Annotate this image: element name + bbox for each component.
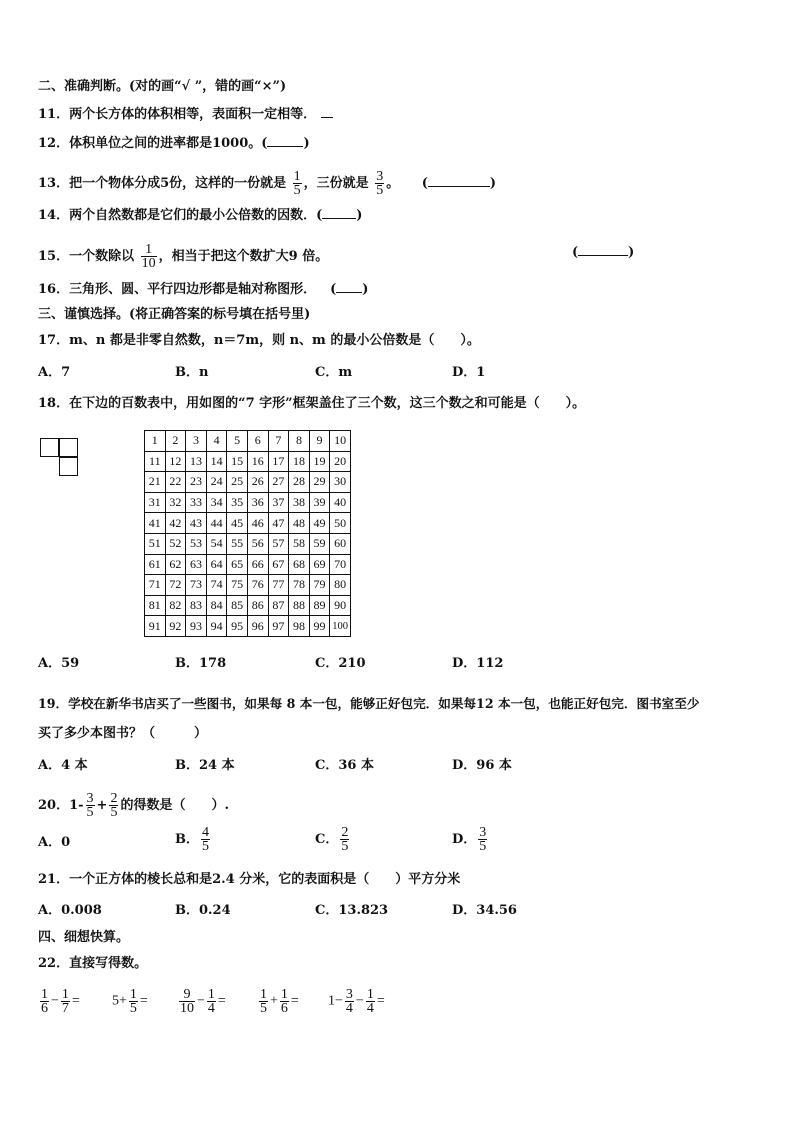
hundred-cell: 86 — [247, 595, 268, 616]
q17-option-b[interactable]: B．n — [175, 365, 209, 380]
hundred-cell: 41 — [145, 513, 166, 534]
hundred-cell: 92 — [165, 616, 186, 637]
q17-option-a[interactable]: A．7 — [38, 365, 71, 380]
question-11-text: 11．两个长方体的体积相等，表面积一定相等． — [38, 107, 317, 122]
fraction-3-5: $\frac{3}{5}$ — [479, 825, 487, 854]
answer-paren-15: ( ) — [572, 245, 635, 260]
q21-option-a[interactable]: A．0.008 — [38, 903, 102, 918]
hundred-cell: 32 — [165, 492, 186, 513]
answer-blank-12[interactable] — [267, 134, 303, 147]
hundred-cell: 36 — [247, 492, 268, 513]
q21-option-b[interactable]: B．0.24 — [175, 903, 231, 918]
hundred-cell: 81 — [145, 595, 166, 616]
fraction-1-10: $\frac{1}{10}$ — [141, 242, 156, 271]
hundred-cell: 79 — [309, 575, 330, 596]
hundred-cell: 15 — [227, 451, 248, 472]
question-14: 14．两个自然数都是它们的最小公倍数的因数．( ) — [38, 208, 363, 223]
seven-shape-frame — [40, 438, 80, 478]
hundred-cell: 62 — [165, 554, 186, 575]
hundred-row — [145, 616, 351, 637]
hundred-cell: 35 — [227, 492, 248, 513]
question-21: 21．一个正方体的棱长总和是2.4 分米，它的表面积是（ ）平方分米 — [38, 872, 461, 887]
section-2-title: 二、准确判断。(对的画“√ ”，错的画“×”) — [38, 79, 287, 94]
hundred-cell: 5 — [227, 431, 248, 452]
q17-option-d[interactable]: D．1 — [452, 365, 486, 380]
fraction-2-5: $\frac{2}{5}$ — [341, 825, 349, 854]
hundred-cell: 69 — [309, 554, 330, 575]
hundred-cell: 30 — [330, 472, 351, 493]
answer-blank-11[interactable] — [321, 105, 333, 118]
question-16: 16．三角形、圆、平行四边形都是轴对称图形． ( ) — [38, 282, 369, 297]
calc-item-5[interactable]: 1− $\frac{3}{4}$ − $\frac{1}{4}$ = — [328, 987, 385, 1016]
hundred-cell: 39 — [309, 492, 330, 513]
q19-option-d[interactable]: D．96 本 — [452, 758, 512, 773]
hundred-cell: 6 — [247, 431, 268, 452]
question-11 — [38, 105, 333, 124]
hundred-cell: 11 — [145, 451, 166, 472]
shape-cell — [40, 438, 59, 457]
question-19-line-2: 买了多少本图书？（ ） — [38, 726, 208, 741]
question-13: 13．把一个物体分成5份，这样的一份就是 $\frac{1}{5}$ ，三份就是 $\frac{3}{5}$ 。 ( ) — [38, 169, 497, 198]
hundred-cell: 14 — [206, 451, 227, 472]
hundred-cell: 72 — [165, 575, 186, 596]
fraction-4-5: $\frac{4}{5}$ — [202, 825, 209, 854]
hundred-cell: 74 — [206, 575, 227, 596]
hundred-cell: 55 — [227, 533, 248, 554]
hundred-cell: 77 — [268, 575, 289, 596]
fraction-3-5: $\frac{3}{5}$ — [86, 791, 94, 820]
paren-close: ) — [303, 136, 310, 151]
q19-option-b[interactable]: B．24 本 — [175, 758, 235, 773]
hundred-cell: 58 — [289, 533, 310, 554]
hundred-cell: 73 — [186, 575, 207, 596]
hundred-row — [145, 492, 351, 513]
hundred-cell: 91 — [145, 616, 166, 637]
hundred-cell: 47 — [268, 513, 289, 534]
calc-item-2[interactable]: 5+ $\frac{1}{5}$ = — [112, 987, 148, 1016]
hundred-cell: 16 — [247, 451, 268, 472]
hundred-cell: 95 — [227, 616, 248, 637]
hundred-row — [145, 472, 351, 493]
hundred-cell: 63 — [186, 554, 207, 575]
hundred-cell: 18 — [289, 451, 310, 472]
hundred-cell: 1 — [145, 431, 166, 452]
q18-option-a[interactable]: A．59 — [38, 656, 80, 671]
q18-option-c[interactable]: C．210 — [315, 656, 366, 671]
question-13-text: 13．把一个物体分成5份，这样的一份就是 — [38, 176, 287, 191]
hundred-cell: 19 — [309, 451, 330, 472]
hundred-cell: 29 — [309, 472, 330, 493]
hundred-cell: 24 — [206, 472, 227, 493]
hundred-cell: 68 — [289, 554, 310, 575]
hundred-cell: 51 — [145, 533, 166, 554]
fraction-1-5: $\frac{1}{5}$ — [293, 169, 301, 198]
calc-item-1[interactable]: $\frac{1}{6}$ − $\frac{1}{7}$ = — [41, 987, 80, 1016]
q21-option-d[interactable]: D．34.56 — [452, 903, 517, 918]
hundred-cell: 75 — [227, 575, 248, 596]
q17-option-c[interactable]: C．m — [315, 365, 353, 380]
hundred-cell: 34 — [206, 492, 227, 513]
hundred-cell: 12 — [165, 451, 186, 472]
hundred-cell: 64 — [206, 554, 227, 575]
hundred-cell: 23 — [186, 472, 207, 493]
hundred-cell: 22 — [165, 472, 186, 493]
q18-option-b[interactable]: B．178 — [175, 656, 227, 671]
hundred-cell: 70 — [330, 554, 351, 575]
hundred-cell: 80 — [330, 575, 351, 596]
answer-blank-13[interactable] — [428, 174, 490, 187]
hundred-cell: 78 — [289, 575, 310, 596]
hundred-cell: 2 — [165, 431, 186, 452]
hundred-cell: 97 — [268, 616, 289, 637]
hundred-cell: 40 — [330, 492, 351, 513]
question-14-text: 14．两个自然数都是它们的最小公倍数的因数．( — [38, 208, 323, 223]
hundred-cell: 94 — [206, 616, 227, 637]
hundred-cell: 54 — [206, 533, 227, 554]
hundred-cell: 88 — [289, 595, 310, 616]
question-15-text: 15．一个数除以 — [38, 249, 135, 264]
shape-cell — [59, 457, 78, 476]
hundred-cell: 37 — [268, 492, 289, 513]
answer-blank-16[interactable] — [336, 280, 362, 293]
hundred-cell: 3 — [186, 431, 207, 452]
hundred-cell: 13 — [186, 451, 207, 472]
hundred-cell: 31 — [145, 492, 166, 513]
hundred-cell: 85 — [227, 595, 248, 616]
answer-blank-14[interactable] — [322, 206, 356, 219]
q20-option-d[interactable]: D． $\frac{3}{5}$ — [452, 825, 487, 854]
question-19-line-1: 19．学校在新华书店买了一些图书，如果每 8 本一包，能够正好包完．如果每12 本一包，也能正好包完．图书室至少 — [38, 696, 700, 711]
hundred-cell: 20 — [330, 451, 351, 472]
hundred-cell: 67 — [268, 554, 289, 575]
hundred-cell: 45 — [227, 513, 248, 534]
hundred-cell: 46 — [247, 513, 268, 534]
hundred-cell: 98 — [289, 616, 310, 637]
hundred-row — [145, 513, 351, 534]
q20-option-a[interactable]: A．0 — [38, 835, 71, 850]
hundred-cell: 59 — [309, 533, 330, 554]
hundred-cell: 61 — [145, 554, 166, 575]
hundred-cell: 33 — [186, 492, 207, 513]
hundred-cell: 99 — [309, 616, 330, 637]
fraction-2-5: $\frac{2}{5}$ — [110, 791, 118, 820]
hundred-cell: 66 — [247, 554, 268, 575]
question-18: 18．在下边的百数表中，用如图的“7 字形”框架盖住了三个数，这三个数之和可能是（ ）。 — [38, 396, 586, 411]
hundred-cell: 9 — [309, 431, 330, 452]
hundred-cell: 44 — [206, 513, 227, 534]
q20-option-b[interactable]: B． $\frac{4}{5}$ — [175, 825, 209, 854]
hundred-row — [145, 554, 351, 575]
shape-cell — [59, 438, 78, 457]
answer-blank-15[interactable] — [578, 243, 628, 256]
hundred-cell: 38 — [289, 492, 310, 513]
hundred-cell: 83 — [186, 595, 207, 616]
question-16-text: 16．三角形、圆、平行四边形都是轴对称图形． — [38, 282, 317, 297]
hundred-cell: 52 — [165, 533, 186, 554]
hundred-cell: 65 — [227, 554, 248, 575]
hundred-cell: 93 — [186, 616, 207, 637]
hundred-cell: 71 — [145, 575, 166, 596]
hundred-cell: 84 — [206, 595, 227, 616]
question-12-text: 12．体积单位之间的进率都是1000。( — [38, 136, 268, 151]
hundred-cell: 96 — [247, 616, 268, 637]
hundred-cell: 100 — [330, 616, 351, 637]
hundred-row — [145, 431, 351, 452]
hundred-cell: 4 — [206, 431, 227, 452]
question-17: 17．m、n 都是非零自然数，n＝7m，则 n、m 的最小公倍数是（ ）。 — [38, 333, 480, 348]
q18-option-d[interactable]: D．112 — [452, 656, 504, 671]
q19-option-c[interactable]: C．36 本 — [315, 758, 374, 773]
question-22: 22．直接写得数。 — [38, 956, 148, 971]
question-12 — [38, 134, 310, 153]
section-4-title: 四、细想快算。 — [38, 930, 130, 945]
calc-item-4[interactable]: $\frac{1}{5}$ + $\frac{1}{6}$ = — [260, 987, 299, 1016]
calc-item-3[interactable]: $\frac{9}{10}$ − $\frac{1}{4}$ = — [180, 987, 226, 1016]
hundred-cell: 57 — [268, 533, 289, 554]
q20-option-c[interactable]: C． $\frac{2}{5}$ — [315, 825, 349, 854]
hundred-cell: 89 — [309, 595, 330, 616]
hundred-cell: 49 — [309, 513, 330, 534]
hundred-cell: 27 — [268, 472, 289, 493]
hundred-cell: 7 — [268, 431, 289, 452]
hundred-row — [145, 575, 351, 596]
hundred-cell: 10 — [330, 431, 351, 452]
question-20: 20．1- $\frac{3}{5}$ + $\frac{2}{5}$ 的得数是（ ）. — [38, 791, 229, 820]
fraction-3-5: $\frac{3}{5}$ — [376, 169, 384, 198]
question-15: 15．一个数除以 $\frac{1}{10}$ ，相当于把这个数扩大9 倍。 — [38, 242, 329, 271]
hundred-row — [145, 533, 351, 554]
hundred-cell: 28 — [289, 472, 310, 493]
hundred-table — [144, 430, 351, 637]
hundred-cell: 17 — [268, 451, 289, 472]
hundred-cell: 26 — [247, 472, 268, 493]
hundred-cell: 87 — [268, 595, 289, 616]
hundred-cell: 48 — [289, 513, 310, 534]
hundred-cell: 56 — [247, 533, 268, 554]
hundred-cell: 8 — [289, 431, 310, 452]
hundred-cell: 43 — [186, 513, 207, 534]
q21-option-c[interactable]: C．13.823 — [315, 903, 389, 918]
hundred-cell: 82 — [165, 595, 186, 616]
hundred-row — [145, 595, 351, 616]
section-3-title: 三、谨慎选择。(将正确答案的标号填在括号里) — [38, 307, 311, 322]
hundred-cell: 42 — [165, 513, 186, 534]
hundred-cell: 50 — [330, 513, 351, 534]
hundred-cell: 25 — [227, 472, 248, 493]
hundred-row — [145, 451, 351, 472]
hundred-cell: 53 — [186, 533, 207, 554]
hundred-cell: 90 — [330, 595, 351, 616]
q19-option-a[interactable]: A．4 本 — [38, 758, 88, 773]
hundred-cell: 76 — [247, 575, 268, 596]
hundred-cell: 60 — [330, 533, 351, 554]
hundred-cell: 21 — [145, 472, 166, 493]
